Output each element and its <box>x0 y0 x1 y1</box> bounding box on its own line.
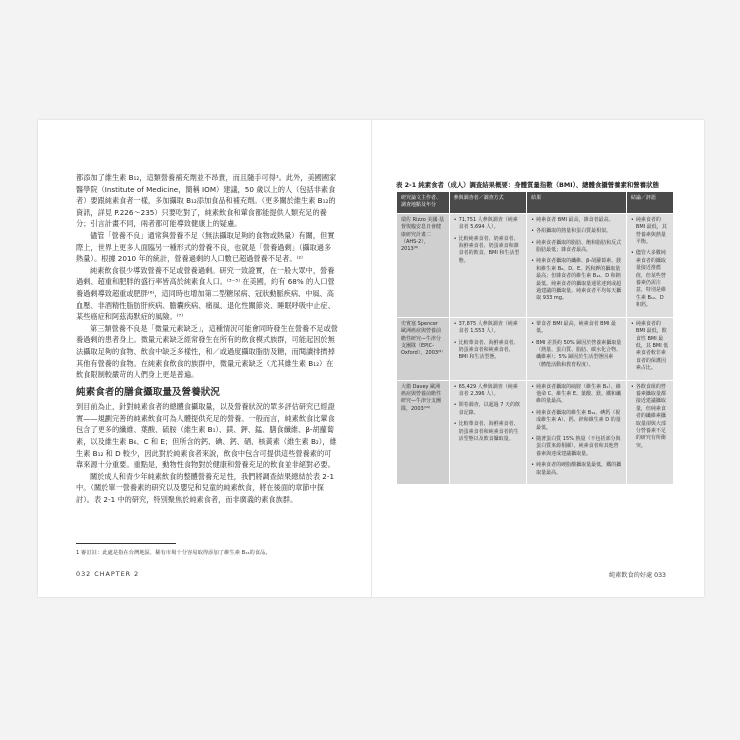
page-number-right: 純素飲食的好處 033 <box>608 572 666 579</box>
results-cell <box>527 380 627 484</box>
column-header: 結論／評語 <box>626 192 673 214</box>
conclusion-cell <box>626 380 673 484</box>
footnote-rule <box>76 543 176 544</box>
paragraph: 第三類營養不良是「微量元素缺乏」，這種情況可能會同時發生在營養不足或營養過剩的患者身上。微量元素缺乏經常發生在所有的飲食模式族群，可能起因於無法攝取足夠的食物、飲食中缺乏多樣性，和／或過度攝取脂肪及糖，而閱讀排擠掉其他有營養的食物。在純素食飲食的族群中，微量元素缺乏（尤其維生素 B₁₂）在飲食限制較嚴苛的人們身上更是普遍。 <box>76 323 338 380</box>
paragraph: 儘管「營養不良」通常與營養不足（無法攝取足夠的食物或熱量）有關，但實際上，世界上更多人面臨另一種形式的營養不良，也就是「營養過剩」（攝取過多熱量）。根據 2010 年的統計，營養過剩的人口數已超過營養不足者。⁽²⁾ <box>76 230 335 264</box>
conclusion-cell <box>626 213 673 317</box>
list-item: • 71,751 人參與調查（純素食者 5,694 人）。 <box>454 217 523 232</box>
table-header-row <box>397 192 674 214</box>
list-item: • 純素食者的 BMI 最低，飲食性 BMI 最低，其 BMI 低素食者較非素食者的保護因素占比。 <box>631 321 669 373</box>
list-item: • 純素食者攝取的纖維、β-胡蘿蔔素、鎂和維生素 B₆、D、E、鈣和鉀的攝取量最高；但雜食者的維生素 B₁₂、D 和鈉最低。純素食者的攝取量通常達到或超過建議的攝取量。純素食者平均每天攝取 933 mg。 <box>531 258 622 302</box>
list-item: • 比較葷食者、海鮮素食者、奶蛋素食者和純素食者的生活型態以及飲食攝取量。 <box>454 421 523 443</box>
column-header: 結果 <box>527 192 627 214</box>
column-header: 參與調查者／調查方式 <box>449 192 527 214</box>
column-header: 研究論文主作者、調查地點及年分 <box>397 192 450 214</box>
list-item: • BMI 差異約 50% 歸因於營養素攝取量（熱量、蛋白質、脂肪、碳水化合物、纖維素）；5% 歸因於生活型態因素（體能活動和教育程度）。 <box>531 340 622 370</box>
paragraph: 關於成人和青少年純素飲食的整體營養充足性，我們將調查結果總結於表 2-1 中。（關於單一營養素的研究以及嬰兒和兒童的純素飲食，將在後面的章節中探討）。表 2-1 中的研究，特別聚焦於純素食者，而非廣義的素食族群。 <box>76 471 335 505</box>
paragraph: 都添加了維生素 B₁₂，這類營養補充劑並不昂貴，而且隨手可得¹。此外，美國國家醫學院（Institute of Medicine，簡稱 IOM）建議，50 歲以上的人（包括非素食者）要跟純素食者一樣，多加攝取 B₁₂添加食品和補充劑。（更多關於維生素 B₁₂的資訊，詳見 P.226～235）只要吃對了，純素飲食和葷食都能提供人類充足的養分；引言計畫不同，兩者都可能導致健康上的疑慮。 <box>76 173 337 229</box>
section-title: 純素食者的膳食攝取量及營養狀況 <box>76 386 220 398</box>
summary-table <box>396 191 674 485</box>
list-item: • 65,429 人參與調查（純素食者 2,396 人）。 <box>454 384 523 399</box>
page-number-left: 032 CHAPTER 2 <box>76 570 140 578</box>
study-cell: 瑞佐 Rizzo 美國·基督復臨安息日會健康研究計畫二（AHS-2），2013⁽⁸⁾ <box>397 213 450 317</box>
left-page-body <box>76 172 338 506</box>
table-row <box>397 317 674 380</box>
participants-cell <box>449 380 527 484</box>
list-item: • 純素食者 BMI 最高，雜食者最高。 <box>531 217 622 224</box>
list-item: • 儘管大多數純素食者的攝取量接近推薦值，但某些營養素仍需注意，特別是維生素 B₁₂、D 和鈣。 <box>631 250 669 309</box>
table-row <box>397 213 674 317</box>
list-item: • 37,875 人參與調查（純素食者 1,553 人）。 <box>454 321 523 336</box>
participants-cell <box>449 213 527 317</box>
list-item: • 隨著蛋白質 15% 熱量（不包括部分與蛋白質來源相關），純素食者和其他營養素與達成建議攝取量。 <box>531 436 622 458</box>
list-item: • 純素食者的 BMI 最低，其營養素與熱量平衡。 <box>631 217 669 247</box>
study-cell: 史賓塞 Spencer 歐洲癌症與營養前瞻性研究—牛津分支團隊（EPIC-Oxford），2003⁽⁹⁾ <box>397 317 450 380</box>
list-item: • 比較葷食者、海鮮素食者、奶蛋素食者和純素食者，BMI 和生活型態。 <box>454 340 523 362</box>
list-item: • 比較純素食者、奶素食者、海鮮素食者、奶蛋素食和雜食者的飲食、BMI 和生活型態。 <box>454 236 523 266</box>
conclusion-cell <box>626 317 673 380</box>
results-cell <box>527 213 627 317</box>
list-item: • 葷食者 BMI 最高，純素食者 BMI 最低。 <box>531 321 622 336</box>
list-item: • 問卷調查，以超過 7 天的飲食記錄。 <box>454 402 523 417</box>
table-row <box>397 380 674 484</box>
paragraph: 純素飲食很少導致營養不足或營養過剩。研究一致證實，在一般大眾中，營養過剩、超重和肥胖的盛行率皆高於純素食人口。⁽³⁻⁵⁾ 在美國，約有 68% 的人口營養過剩導致超重或肥胖⁽⁶⁾，這同時也增加第二型糖尿病、冠狀動脈疾病、中風、高血壓、非酒精性脂肪肝疾病、膽囊疾病、痛風、退化性關節炎、睡眠呼吸中止症、某些癌症和阿茲海默症的風險。⁽⁷⁾ <box>76 265 335 322</box>
study-cell: 大衛 Davey 歐洲癌症與營養前瞻性研究—牛津分支團隊，2003⁽¹⁰⁾ <box>397 380 450 484</box>
list-item: • 各組攝取的熱量和蛋白質最相似。 <box>531 228 622 235</box>
paragraph: 到目前為止，針對純素食者的總體食攝取量，以及營養狀況的眾多評估研究已經證實——規劃完善的純素飲食可為人體提供充足的營養。一般而言，純素飲食比葷食包含了更多的纖維、葉酸、硫胺（維生素 B₁）、鎂、鉀、錳、膳食纖維、β-胡蘿蔔素，以及維生素 B₆、C 和 E；但所含的鈣、碘、鈣、硒、核黃素（維生素 B₂），維生素 B₁₂ 和 D 較少，因此對於純素食者來說，飲食中包含可提供這些營養素的可靠來源十分重要。重點是，動物性食物對於健康和營養充足的飲食並非絕對必要。 <box>76 402 337 470</box>
page-gutter <box>371 120 372 597</box>
list-item: • 純素食者的硬脂酸攝取量最低，鐵的攝取量最高。 <box>531 462 622 477</box>
footnote: 1 審訂註：此處是指在台灣地區，稀有市場十分容易取得添加了維生素 B₁₂的食品。 <box>76 550 271 556</box>
book-spread <box>38 120 704 597</box>
list-item: • 各飲食組的營養素攝取量都接近建議攝取量，但純素食者的纖維素攝取量卻與大部分營養素不足的研究有所衝突。 <box>631 384 669 451</box>
list-item: • 純素食者攝取的硫胺（維生素 B₁）、維他命 C、維生素 E、葉酸、鎂、鐵和纖維的量最高。 <box>531 384 622 406</box>
participants-cell <box>449 317 527 380</box>
results-cell <box>527 317 627 380</box>
table-caption: 表 2-1 純素食者（成人）調查結果概要：身體質量指數（BMI）、總體食攝營養素和營養狀態 <box>396 181 659 189</box>
list-item: • 純素食者攝取的維生素 B₁₂、碘鈣（視成維生素 A）、鈣、鋅和維生素 D 的量最低。 <box>531 410 622 432</box>
list-item: • 純素食者攝取的脂肪、飽和脂肪和反式脂肪最低；雜食者最高。 <box>531 240 622 255</box>
